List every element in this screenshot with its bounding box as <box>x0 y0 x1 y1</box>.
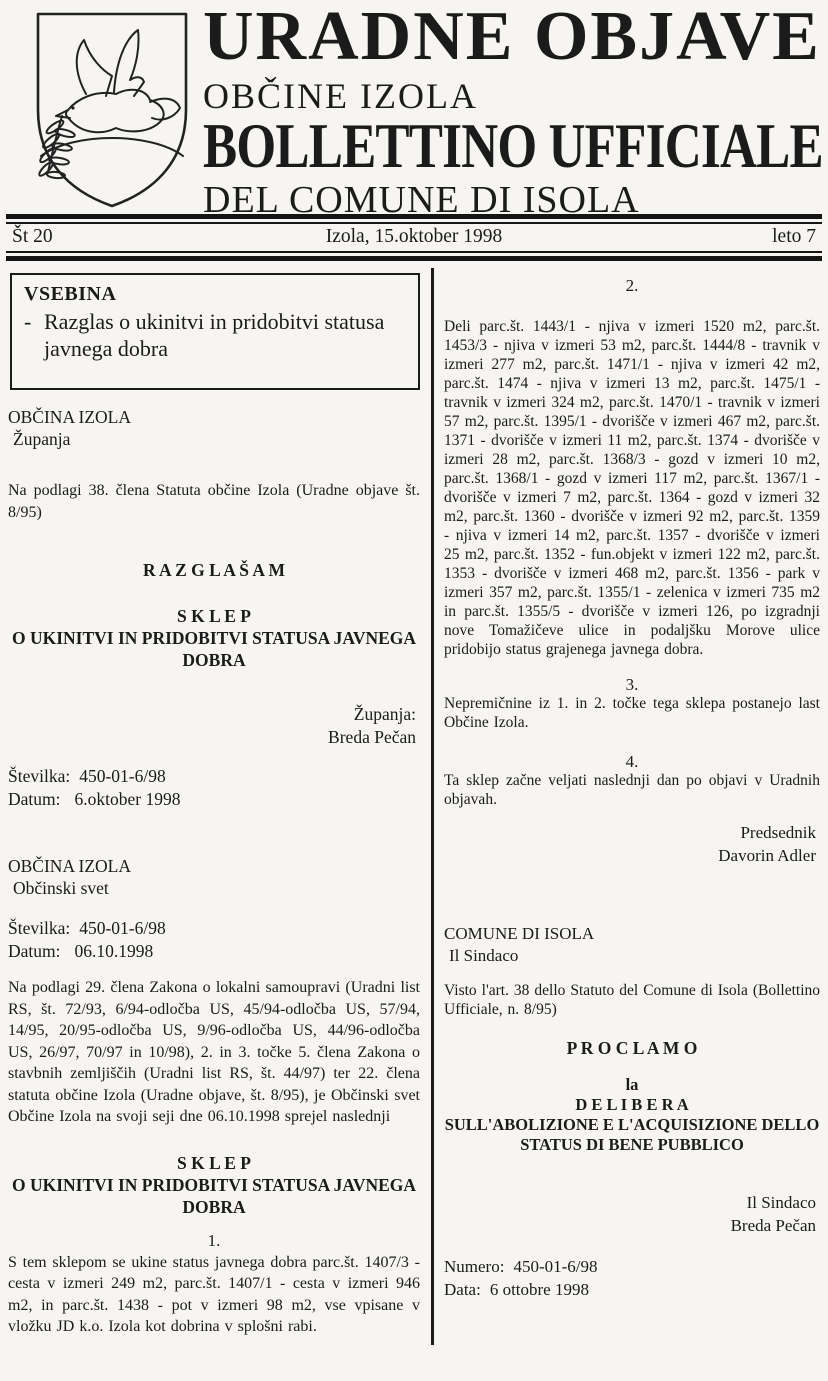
reference-date-label: Datum: <box>8 941 61 961</box>
signature-zupanja <box>8 703 420 749</box>
reference-block-1 <box>8 765 420 811</box>
left-column <box>8 268 420 1338</box>
reference-date-value: 6.oktober 1998 <box>74 789 181 809</box>
hill-arc <box>41 138 183 156</box>
reference-number-line <box>8 917 420 940</box>
reference-date-line <box>8 940 420 963</box>
signature-predsednik <box>444 821 820 867</box>
dove-icon <box>56 30 180 132</box>
signature-name: Breda Pečan <box>730 1216 816 1235</box>
signature-name: Breda Pečan <box>328 727 416 747</box>
reference-number-line <box>444 1255 820 1278</box>
issuer-office: Županja <box>13 429 71 449</box>
heading-sklep-1 <box>8 605 420 671</box>
section-number-3: 3. <box>625 675 639 694</box>
toc-item-dash: - <box>24 309 32 334</box>
reference-date-label: Datum: <box>8 789 61 809</box>
signature-role: Il Sindaco <box>746 1193 816 1212</box>
sklep-title: S K L E P <box>177 1152 251 1173</box>
heading-proclamo: P R O C L A M O <box>566 1038 698 1058</box>
reference-number-line <box>8 765 420 788</box>
issuer-block-comune <box>444 923 820 967</box>
issue-info-row <box>6 224 822 251</box>
signature-name: Davorin Adler <box>718 846 816 865</box>
legal-basis-paragraph-italian: Visto l'art. 38 dello Statuto del Comune di Isola (Bollettino Ufficiale, n. 8/95) <box>444 982 820 1018</box>
section-3-text: Nepremičnine iz 1. in 2. točke tega sklepa postanejo last Občine Izola. <box>444 695 820 731</box>
reference-number-value: 450-01-6/98 <box>513 1257 598 1276</box>
toc-heading: VSEBINA <box>24 283 117 305</box>
volume-year: leto 7 <box>772 226 816 247</box>
reference-number-value: 450-01-6/98 <box>79 766 166 786</box>
legal-basis-paragraph-2: Na podlagi 29. člena Zakona o lokalni samoupravi (Uradni list RS, št. 72/93, 6/94-odločba US, 45/94-odločba US, 57/94, 14/95, 20/95-odločba US, 9/96-odločba US, 44/96-odločba US, 26/97, 70/97 in 10/98), 2. in 3. točke 5. člena Zakona o stavbnih zemljiščih (Uradni list RS, št. 44/97) ter 22. člena statuta občine Izola (Uradne objave, št. 8/95), je Občinski svet Občine Izola na svoji seji dne 06.10.1998 sprejel naslednji <box>8 979 420 1125</box>
issuer-block-obcinski-svet <box>8 855 420 899</box>
sklep-title: S K L E P <box>177 606 251 626</box>
delibera-subtitle-line2: STATUS DI BENE PUBBLICO <box>520 1135 744 1154</box>
section-1-text: S tem sklepom se ukine status javnega dobra parc.št. 1407/3 - cesta v izmeri 249 m2, parc.št. 1407/1 - cesta v izmeri 946 m2, in parc.št. 1438 - pot v izmeri 98 m2, vse vpisane v vložku JD k.o. Izola kot dobrina v splošni rabi. <box>8 1253 420 1335</box>
issue-number: Št 20 <box>12 226 53 247</box>
heading-razglasam: R A Z G L A Š A M <box>143 560 285 580</box>
reference-date-label: Data: <box>444 1280 481 1299</box>
issuer-office: Občinski svet <box>13 878 109 898</box>
sklep-subtitle-line2: DOBRA <box>182 1196 246 1217</box>
reference-date-line <box>8 788 420 811</box>
masthead-subtitle-slovenian: OBČINE IZOLA <box>203 75 478 116</box>
sklep-subtitle-line2: DOBRA <box>182 650 246 670</box>
issuer-name: OBČINA IZOLA <box>8 407 131 427</box>
delibera-subtitle-line1: SULL'ABOLIZIONE E L'ACQUISIZIONE DELLO <box>444 1115 820 1134</box>
reference-number-label: Številka: <box>8 918 71 938</box>
issuer-office: Il Sindaco <box>449 946 519 965</box>
toc-item-label: Razglas o ukinitvi in pridobitvi statusa javnega dobra <box>44 309 385 361</box>
delibera-article: la <box>625 1075 639 1094</box>
section-number-4: 4. <box>625 752 639 771</box>
reference-number-label: Numero: <box>444 1257 505 1276</box>
section-4-text: Ta sklep začne veljati naslednji dan po objavi v Uradnih objavah. <box>444 772 820 808</box>
heading-sklep-2 <box>8 1152 420 1218</box>
section-number-2: 2. <box>625 276 639 295</box>
double-rule-top <box>6 214 822 224</box>
reference-block-italian <box>444 1255 820 1301</box>
delibera-title: D E L I B E R A <box>575 1095 689 1114</box>
reference-date-value: 06.10.1998 <box>74 941 154 961</box>
section-number-1: 1. <box>207 1230 221 1250</box>
toc-box <box>10 273 420 390</box>
legal-basis-paragraph-1: Na podlagi 38. člena Statuta občine Izola (Uradne objave št. 8/95) <box>8 482 420 521</box>
issuer-name: COMUNE DI ISOLA <box>444 924 595 943</box>
issue-info-band <box>6 214 822 261</box>
right-column <box>444 268 820 1301</box>
reference-date-value: 6 ottobre 1998 <box>489 1280 589 1299</box>
column-divider <box>431 268 434 1345</box>
reference-date-line <box>444 1278 820 1301</box>
sklep-subtitle-line1: O UKINITVI IN PRIDOBITVI STATUSA JAVNEGA <box>11 628 417 648</box>
toc-item <box>24 308 404 362</box>
place-and-date: Izola, 15.oktober 1998 <box>325 226 503 247</box>
double-rule-bottom <box>6 251 822 261</box>
masthead-titles <box>203 0 823 222</box>
signature-role: Županja: <box>353 704 416 724</box>
sklep-subtitle-line1: O UKINITVI IN PRIDOBITVI STATUSA JAVNEGA <box>11 1174 417 1195</box>
heading-delibera <box>444 1075 820 1155</box>
reference-number-label: Številka: <box>8 766 71 786</box>
signature-sindaco <box>444 1191 820 1237</box>
masthead-title-slovenian: URADNE OBJAVE <box>203 0 821 75</box>
izola-coat-of-arms-emblem <box>28 6 196 212</box>
signature-role: Predsednik <box>740 823 816 842</box>
issuer-name: OBČINA IZOLA <box>8 856 131 876</box>
reference-block-2 <box>8 917 420 963</box>
issuer-block-zupanja <box>8 406 420 450</box>
section-2-text: Deli parc.št. 1443/1 - njiva v izmeri 1520 m2, parc.št. 1453/3 - njiva v izmeri 53 m2, parc.št. 1444/8 - travnik v izmeri 277 m2, parc.št. 1471/1 - njiva v izmeri 42 m2, parc.št. 1474 - njiva v izmeri 13 m2, parc.št. 1475/1 - travnik v izmeri 324 m2, parc.št. 1470/1 - travnik v izmeri 57 m2, parc.št. 1395/1 - dvorišče v izmeri 467 m2, parc.št. 1371 - dvorišče v izmeri 11 m2, parc.št. 1374 - dvorišče v izmeri 28 m2, parc.št. 1368/3 - gozd v izmeri 10 m2, parc.št. 1368/1 - gozd v izmeri 117 m2, parc.št. 1367/1 - dvorišče v izmeri 7 m2, parc.št. 1364 - gozd v izmeri 32 m2, parc.št. 1360 - dvorišče v izmeri 92 m2, parc.št. 1359 - njiva v izmeri 14 m2, parc.št. 1357 - dvorišče v izmeri 25 m2, parc.št. 1352 - fun.objekt v izmeri 122 m2, parc.št. 1353 - dvorišče v izmeri 468 m2, parc.št. 1356 - park v izmeri 357 m2, parc.št. 1355/1 - zelenica v izmeri 735 m2 in parc.št. 1355/5 - dvorišče v izmeri 126, po izgradnji nove Tomažičeve ulice in podaljšku Morove ulice pridobijo status grajenega javnega dobra. <box>444 318 820 658</box>
masthead-subtitle-italian: DEL COMUNE DI ISOLA <box>203 179 640 222</box>
masthead-title-italian: BOLLETTINO UFFICIALE <box>203 109 823 181</box>
reference-number-value: 450-01-6/98 <box>79 918 166 938</box>
